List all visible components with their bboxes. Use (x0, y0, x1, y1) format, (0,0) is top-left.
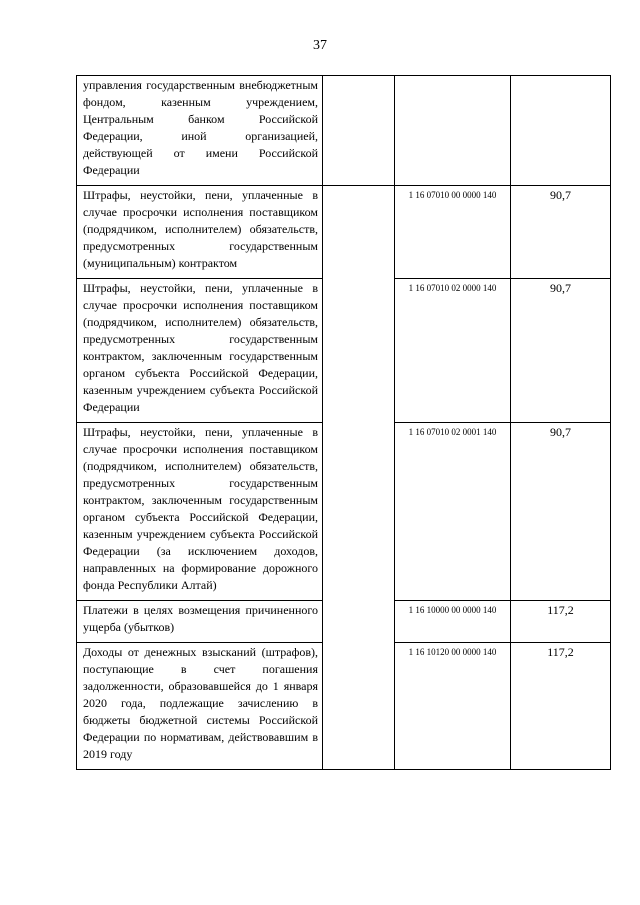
row-amount: 90,7 (511, 279, 611, 423)
table-row (77, 601, 611, 643)
row-code: 1 16 07010 02 0000 140 (395, 279, 511, 423)
row-name: Платежи в целях возмещения причиненного ущерба (убытков) (77, 601, 323, 643)
table-row (77, 643, 611, 770)
admin-code-cell (323, 279, 395, 423)
row-name: Доходы от денежных взысканий (штрафов), поступающие в счет погашения задолженности, образовавшейся до 1 января 2020 года, подлежащие зачислению в бюджеты бюджетной системы Российской Федерации по нормативам, действовавшим в 2019 году (77, 643, 323, 770)
row-code: 1 16 10120 00 0000 140 (395, 643, 511, 770)
table-row (77, 76, 611, 186)
admin-code-cell (323, 186, 395, 279)
row-amount (511, 76, 611, 186)
row-amount: 90,7 (511, 423, 611, 601)
admin-code-cell (323, 76, 395, 186)
page-number: 37 (313, 38, 327, 53)
row-code (395, 76, 511, 186)
table-row (77, 186, 611, 279)
row-name: Штрафы, неустойки, пени, уплаченные в случае просрочки исполнения поставщиком (подрядчиком, исполнителем) обязательств, предусмотренных государственным контрактом, заключенным государственным органом субъекта Российской Федерации, казенным учреждением субъекта Российской Федерации (77, 279, 323, 423)
table-row (77, 423, 611, 601)
admin-code-cell (323, 643, 395, 770)
row-code: 1 16 07010 02 0001 140 (395, 423, 511, 601)
row-amount: 117,2 (511, 643, 611, 770)
row-name: Штрафы, неустойки, пени, уплаченные в случае просрочки исполнения поставщиком (подрядчиком, исполнителем) обязательств, предусмотренных государственным контрактом, заключенным государственным органом субъекта Российской Федерации, казенным учреждением субъекта Российской Федерации (за исключением доходов, направленных на формирование дорожного фонда Республики Алтай) (77, 423, 323, 601)
row-name: Штрафы, неустойки, пени, уплаченные в случае просрочки исполнения поставщиком (подрядчиком, исполнителем) обязательств, предусмотренных государственным (муниципальным) контрактом (77, 186, 323, 279)
revenue-table (76, 75, 611, 770)
admin-code-cell (323, 423, 395, 601)
row-amount: 117,2 (511, 601, 611, 643)
row-code: 1 16 10000 00 0000 140 (395, 601, 511, 643)
row-code: 1 16 07010 00 0000 140 (395, 186, 511, 279)
admin-code-cell (323, 601, 395, 643)
table-row (77, 279, 611, 423)
row-name: управления государственным внебюджетным фондом, казенным учреждением, Центральным банком Российской Федерации, иной организацией, действующей от имени Российской Федерации (77, 76, 323, 186)
row-amount: 90,7 (511, 186, 611, 279)
